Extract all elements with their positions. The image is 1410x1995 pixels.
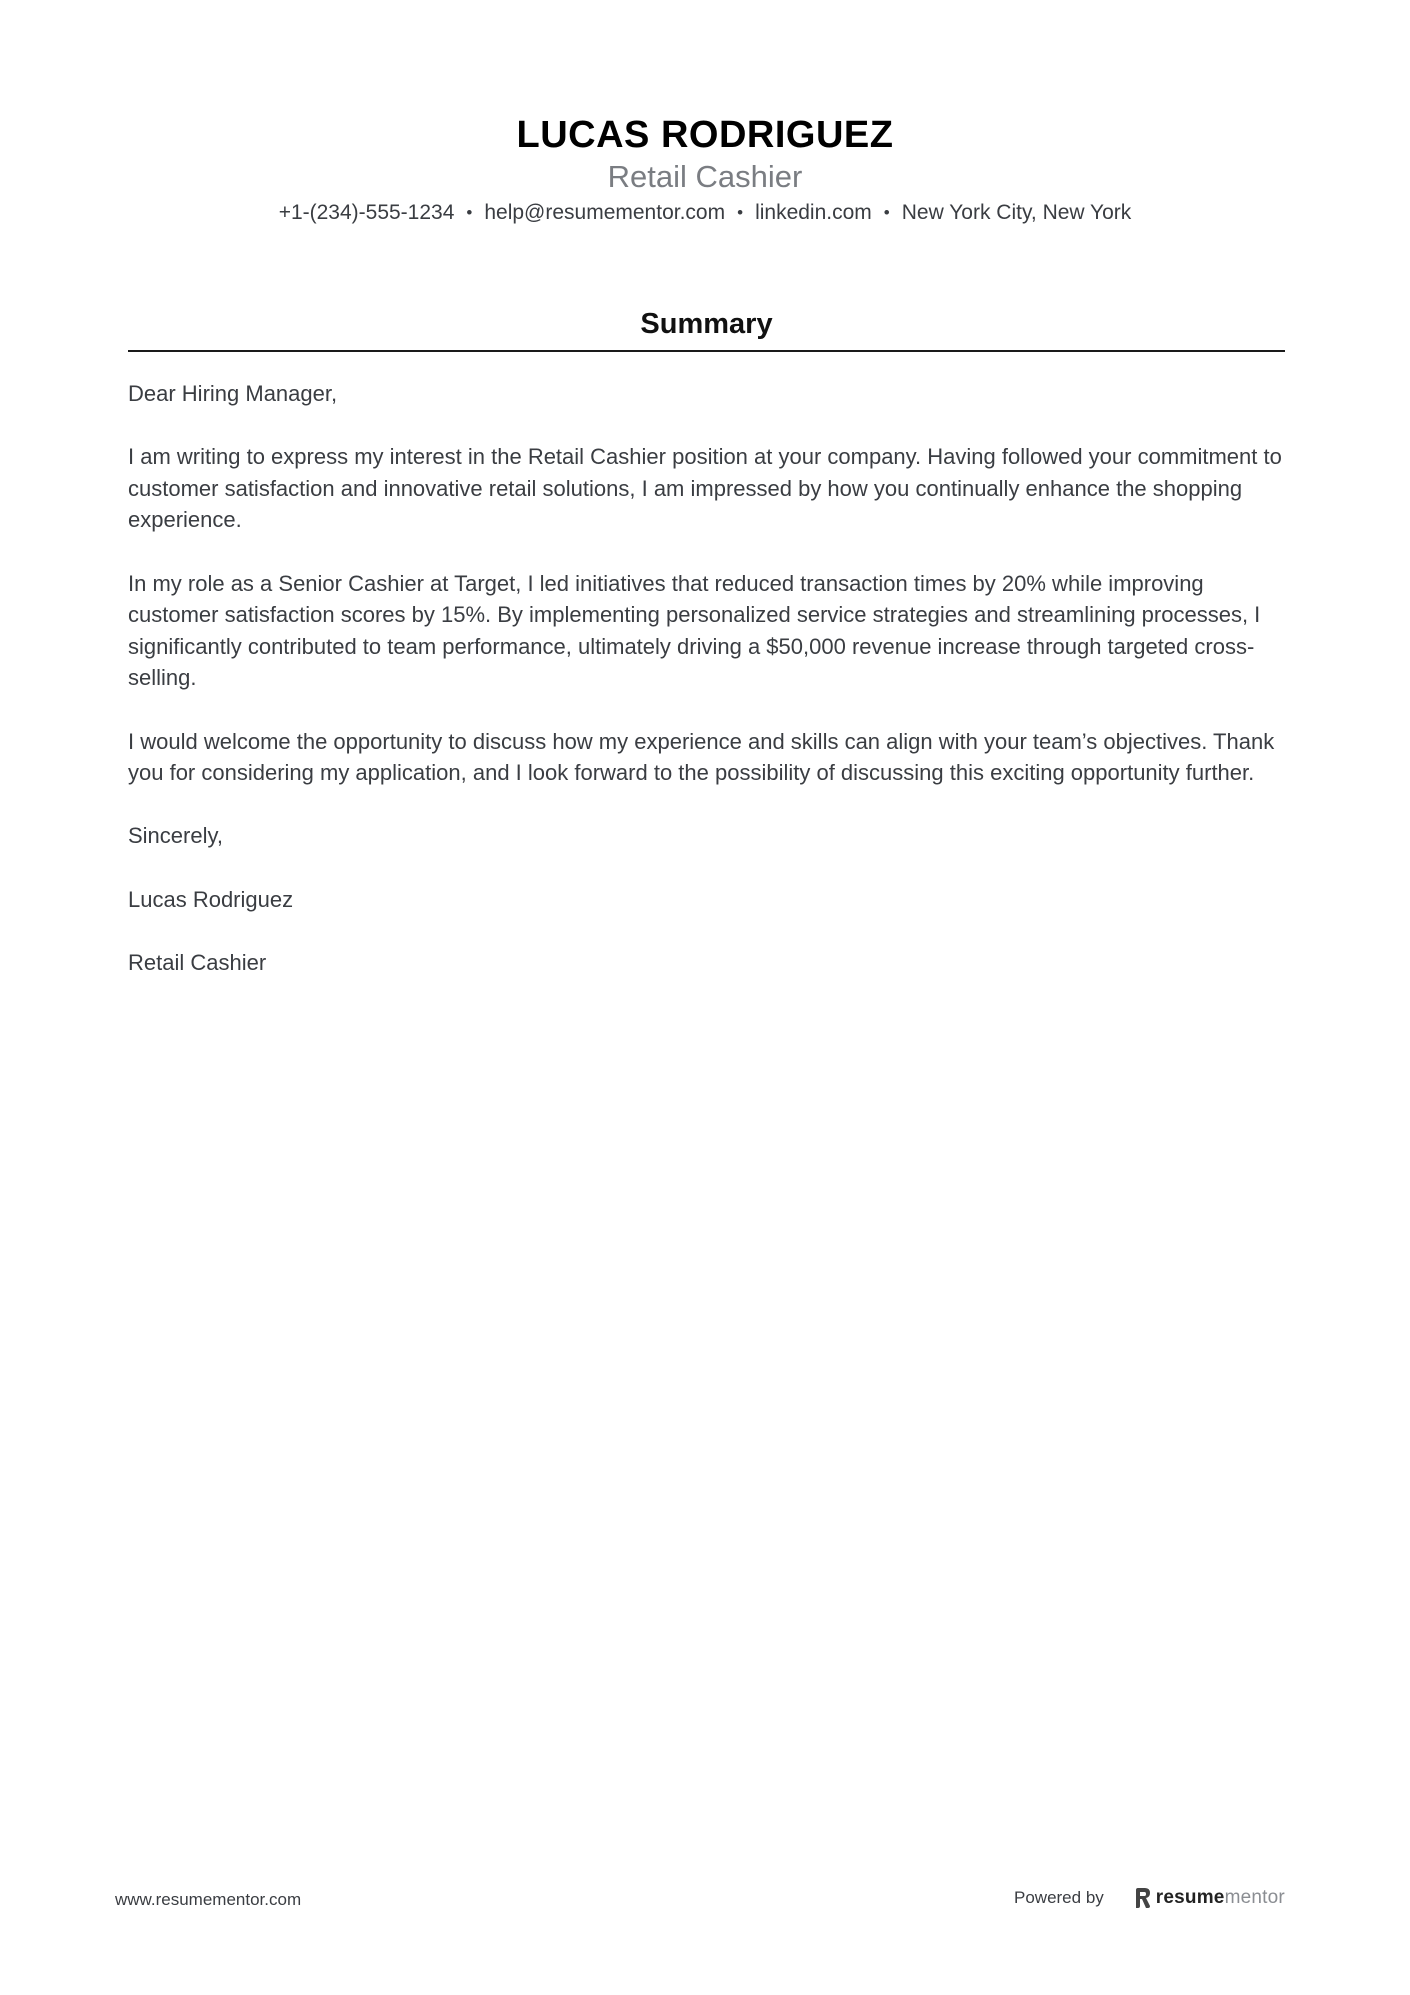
contact-separator: • (883, 203, 890, 222)
signature-name: Lucas Rodriguez (128, 886, 294, 912)
footer-branding (1014, 1884, 1285, 1912)
contact-separator: • (737, 203, 744, 222)
applicant-name: LUCAS RODRIGUEZ (516, 114, 894, 156)
section-title-summary: Summary (640, 308, 773, 340)
letter-header (0, 112, 1410, 228)
contact-location: New York City, New York (901, 201, 1132, 224)
contact-line (0, 198, 1410, 228)
letter-paragraph: In my role as a Senior Cashier at Target, I led initiatives that reduced transaction times by 20% while improving customer satisfaction scores by 15%. By implementing personalized service strategies and streamlining processes, I significantly contributed to team performance, ultimately driving a $50,000 revenue increase through targeted cross-selling. (128, 570, 1261, 691)
logo-text-bold: resume (1155, 1887, 1225, 1908)
applicant-role: Retail Cashier (607, 159, 803, 194)
letter-greeting: Dear Hiring Manager, (128, 381, 338, 406)
letter-paragraph: I would welcome the opportunity to discuss how my experience and skills can align with your team’s objectives. Thank you for considering my application, and I look forward to the possibility of discussing this exciting opportunity further. (128, 728, 1275, 786)
letter-body (128, 378, 1285, 1010)
section-divider (128, 350, 1285, 352)
letter-closing: Sincerely, (128, 823, 223, 849)
contact-phone: +1-(234)-555-1234 (278, 201, 455, 224)
logo-text-light: mentor (1224, 1887, 1285, 1908)
contact-email: help@resumementor.com (484, 201, 726, 224)
signature-title: Retail Cashier (128, 949, 267, 975)
contact-linkedin: linkedin.com (755, 201, 872, 224)
resumementor-logo-text (1156, 1887, 1285, 1909)
powered-by-label: Powered by (1014, 1888, 1104, 1907)
footer-website[interactable]: www.resumementor.com (115, 1890, 302, 1909)
letter-paragraph: I am writing to express my interest in the Retail Cashier position at your company. Having followed your commitment to customer satisfaction and innovative retail solutions, I am impressed by how you continually enhance the shopping experience. (128, 444, 1282, 533)
contact-separator: • (466, 203, 473, 222)
resumementor-logo-icon (1134, 1887, 1152, 1909)
